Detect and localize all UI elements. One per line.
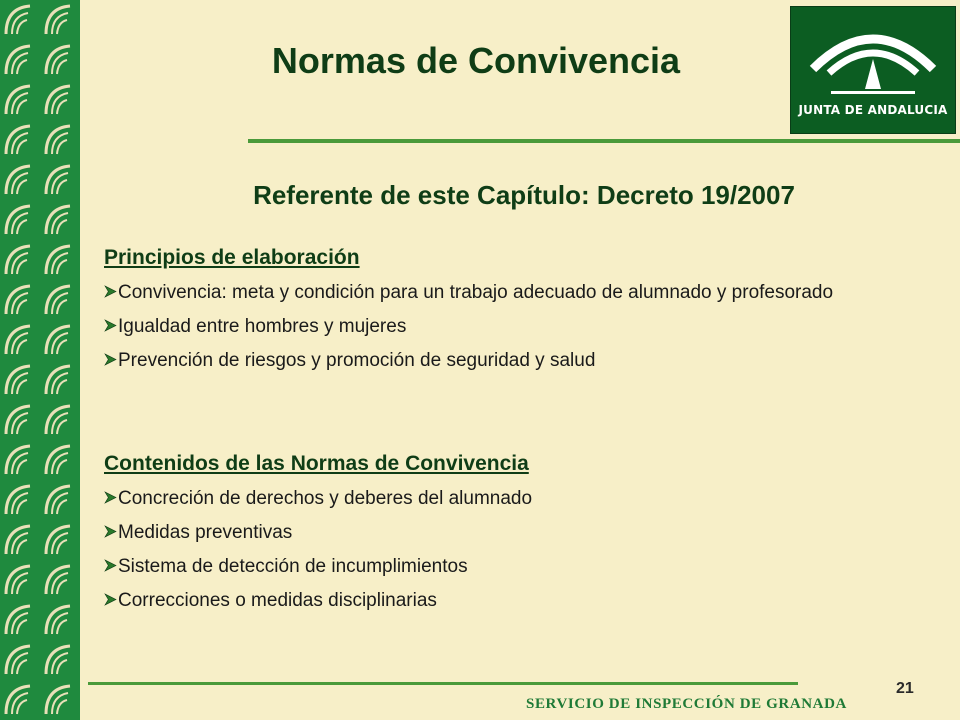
footer-rule — [88, 682, 798, 685]
list-item — [104, 552, 916, 581]
arrow-bullet-icon — [104, 559, 117, 572]
arch-pattern-icon — [0, 0, 80, 720]
arrow-bullet-icon — [104, 319, 117, 332]
footer-text: SERVICIO DE INSPECCIÓN DE GRANADA — [526, 696, 847, 712]
list-item — [104, 484, 916, 513]
list-item-text: Prevención de riesgos y promoción de seguridad y salud — [118, 350, 596, 371]
list-item-text: Igualdad entre hombres y mujeres — [118, 316, 407, 337]
section-principios — [104, 246, 916, 380]
left-decorative-band — [0, 0, 80, 720]
arrow-bullet-icon — [104, 491, 117, 504]
list-item — [104, 586, 916, 615]
slide-title: Normas de Convivencia — [271, 40, 681, 81]
list-item — [104, 518, 916, 547]
title-rule-main — [248, 139, 960, 143]
list-item — [104, 346, 916, 375]
logo-text: JUNTA DE ANDALUCIA — [798, 103, 948, 117]
list-item — [104, 278, 916, 307]
slide-subtitle: Referente de este Capítulo: Decreto 19/2007 — [253, 180, 795, 210]
arrow-bullet-icon — [104, 525, 117, 538]
section-contenidos — [104, 452, 916, 620]
junta-de-andalucia-logo — [790, 6, 956, 134]
arrow-bullet-icon — [104, 593, 117, 606]
list-item-text: Sistema de detección de incumplimientos — [118, 556, 468, 577]
arrow-bullet-icon — [104, 285, 117, 298]
list-item — [104, 312, 916, 341]
page-number: 21 — [896, 680, 914, 697]
arrow-bullet-icon — [104, 353, 117, 366]
list-item-text: Medidas preventivas — [118, 522, 293, 543]
list-item-text: Correcciones o medidas disciplinarias — [118, 590, 437, 611]
section-heading: Principios de elaboración — [104, 246, 360, 269]
section-heading: Contenidos de las Normas de Convivencia — [104, 452, 529, 475]
list-item-text: Convivencia: meta y condición para un trabajo adecuado de alumnado y profesorado — [118, 282, 834, 303]
list-item-text: Concreción de derechos y deberes del alumnado — [118, 488, 533, 509]
